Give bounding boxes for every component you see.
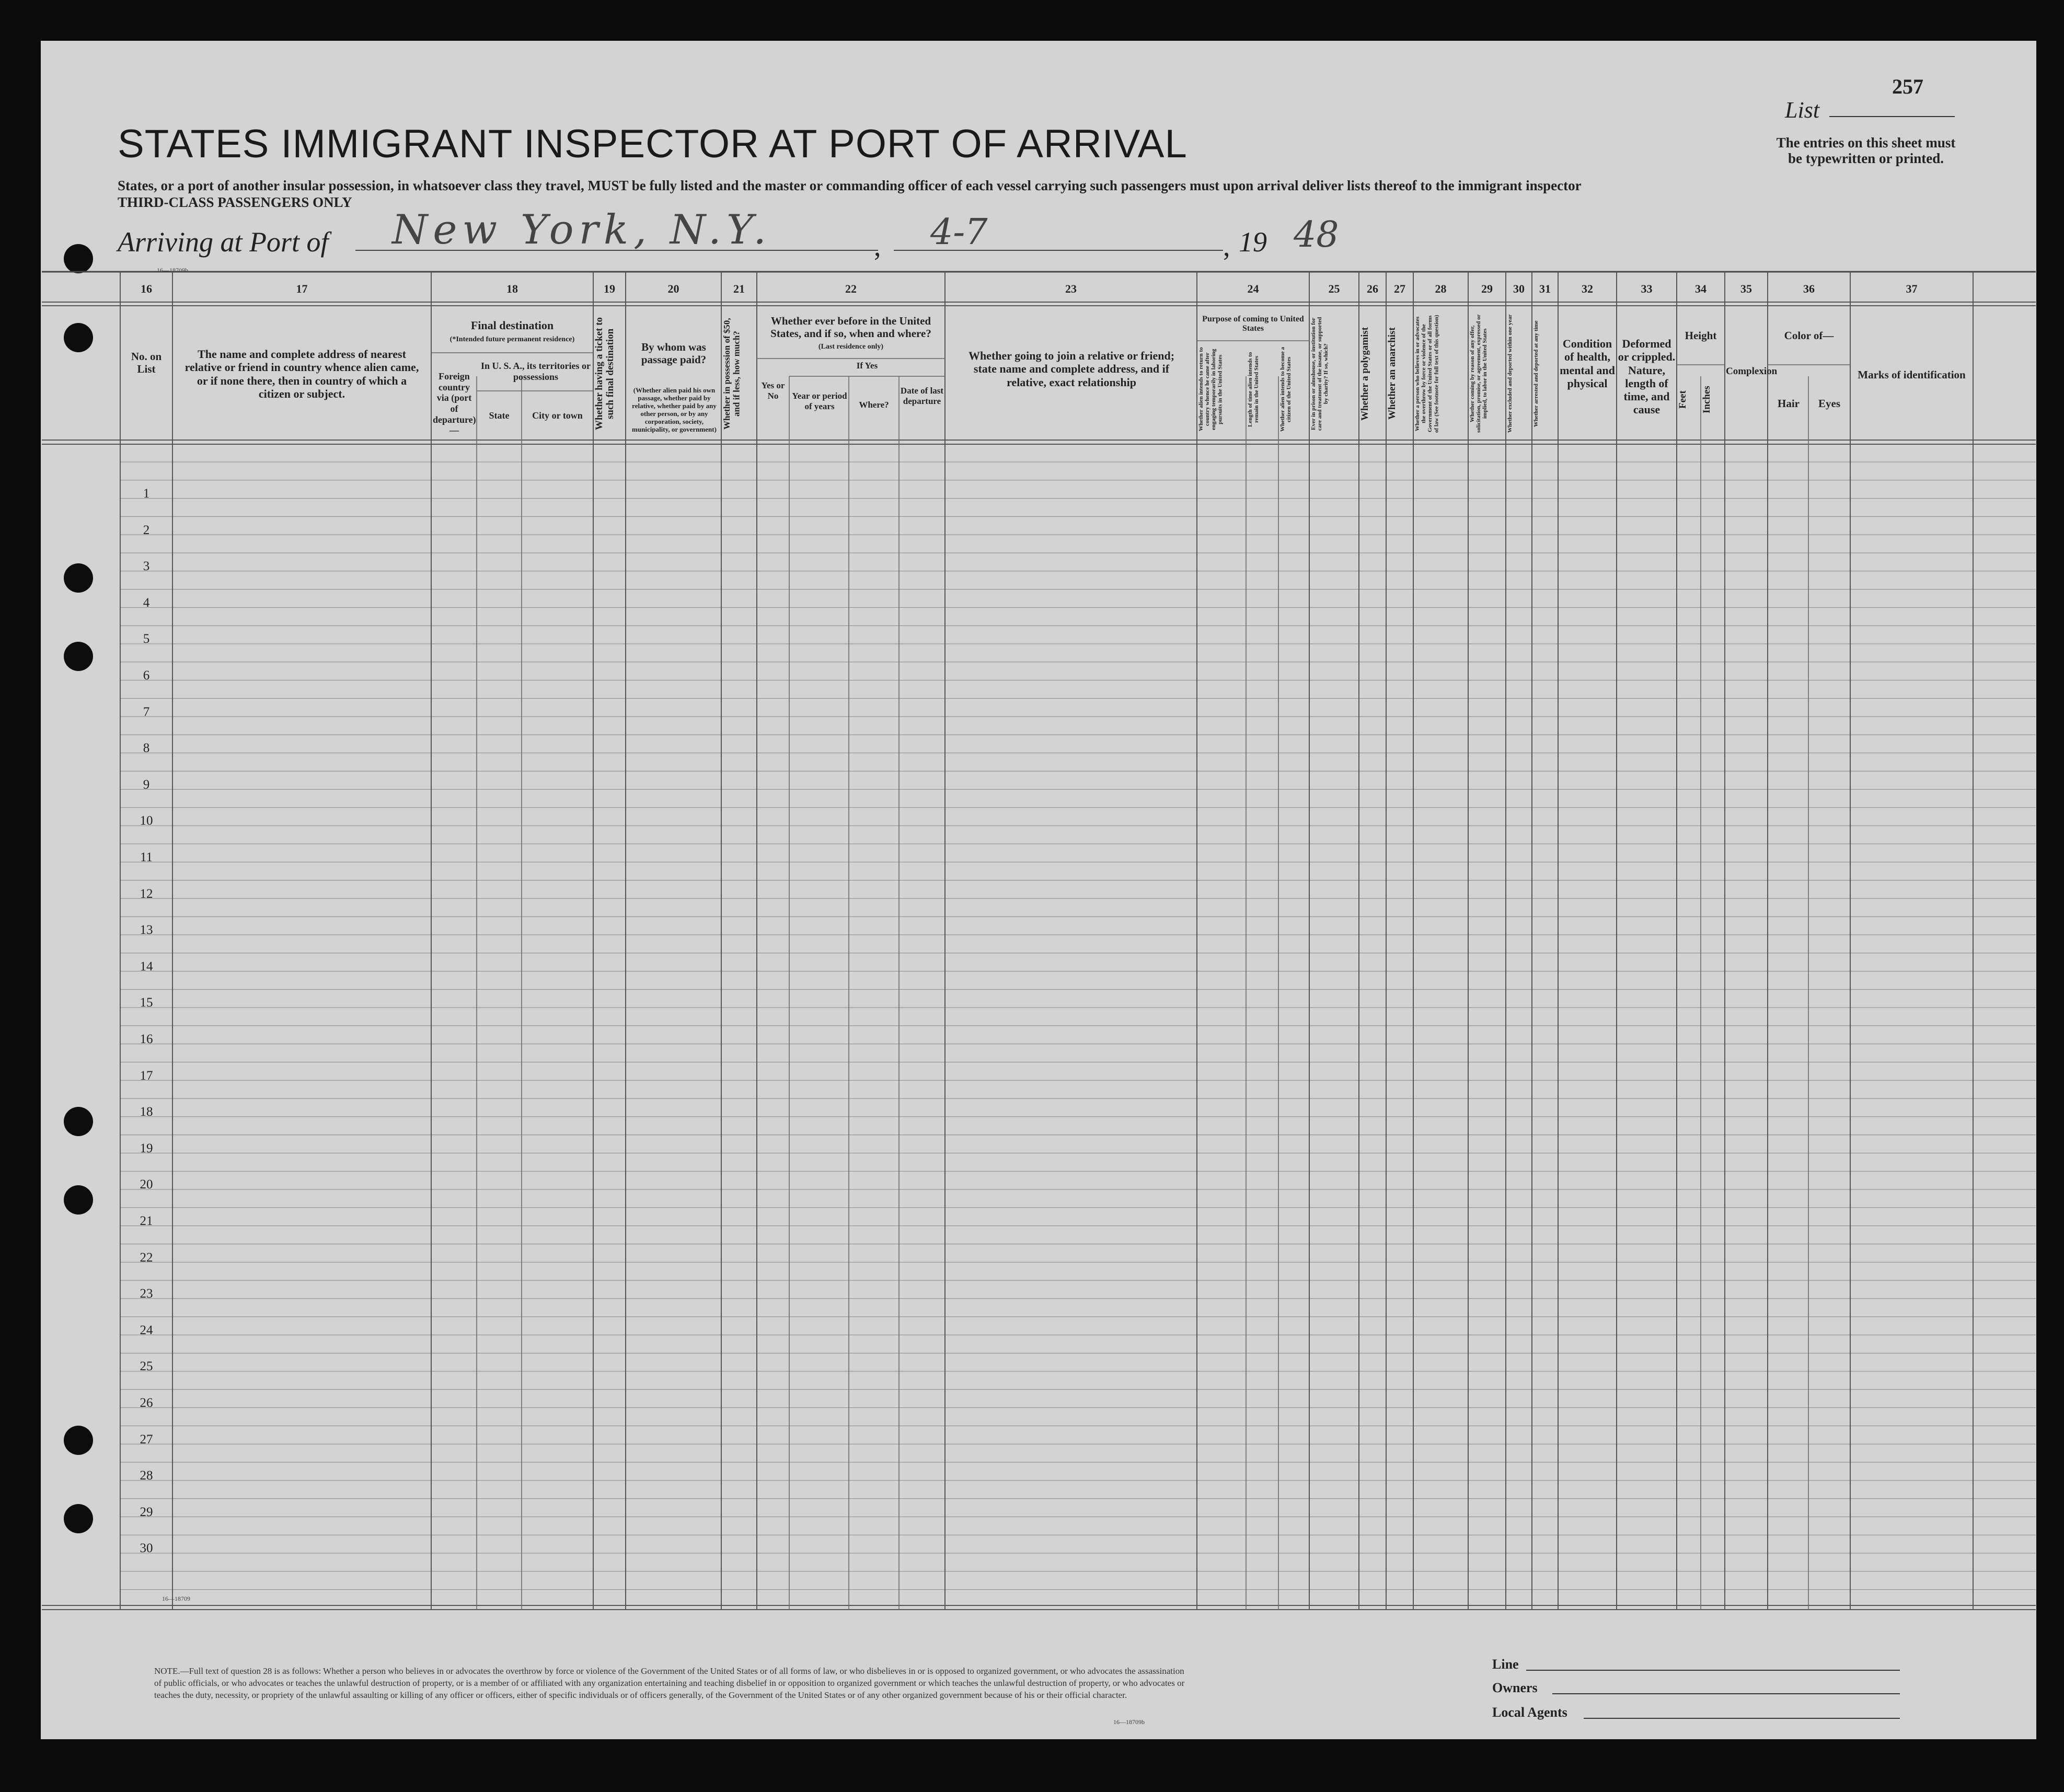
header-ever-before: Whether ever before in the United States, and if so, when and where?: [770, 315, 931, 340]
header-marks: Marks of identification: [1858, 368, 1966, 381]
row-number: 16: [140, 1032, 153, 1046]
row-number: 15: [140, 996, 153, 1010]
row-number: 10: [140, 814, 153, 828]
header-question-30: Whether excluded and deported within one year: [1507, 314, 1513, 433]
header-date-last-departure: Date of last departure: [900, 386, 944, 406]
header-join-relative: Whether going to join a relative or friend; state name and complete address, and if relative, exact relationship: [968, 349, 1175, 389]
header-color-of: Color of—: [1784, 329, 1834, 342]
header-yes-or-no: Yes or No: [761, 380, 785, 401]
entries-note-line-2: be typewritten or printed.: [1788, 151, 1944, 166]
row-number: 4: [143, 595, 150, 610]
list-number: 257: [1892, 75, 1923, 98]
owners-label: Owners: [1492, 1680, 1538, 1695]
col-number-16: 16: [141, 282, 152, 295]
header-purpose-return: Whether alien intends to return to country whence he came after engaging temporarily in laboring pursuits in the United States: [1198, 347, 1224, 432]
col-number-24: 24: [1247, 282, 1259, 295]
date-handwritten: 4-7: [930, 212, 988, 253]
header-final-destination-note: (*Intended future permanent residence): [449, 336, 575, 343]
row-number: 7: [143, 704, 150, 719]
year-handwritten: 48: [1294, 214, 1339, 256]
col-number-30: 30: [1513, 282, 1525, 295]
third-class-label: THIRD-CLASS PASSENGERS ONLY: [118, 194, 352, 210]
col-number-34: 34: [1695, 282, 1706, 295]
col-number-27: 27: [1394, 282, 1405, 295]
header-last-residence: (Last residence only): [818, 343, 884, 351]
header-by-whom-paid: By whom was passage paid?: [641, 341, 707, 366]
year-label: 19: [1239, 226, 1267, 258]
header-condition: Condition of health, mental and physical: [1560, 337, 1615, 390]
header-purpose-length: Length of time alien intends to remain in the United States: [1247, 352, 1260, 427]
header-state: State: [489, 410, 510, 421]
row-number: 27: [140, 1432, 153, 1447]
form-number-note: 16—18709b: [1113, 1718, 1145, 1726]
row-number: 26: [140, 1396, 153, 1410]
header-city-or-town: City or town: [532, 410, 583, 421]
col-number-20: 20: [667, 282, 679, 295]
row-number: 20: [140, 1177, 153, 1192]
col-number-23: 23: [1065, 282, 1077, 295]
row-number: 2: [143, 523, 150, 537]
local-agents-rule: [1584, 1718, 1900, 1719]
header-complexion: Complexion: [1726, 366, 1778, 377]
row-number: 28: [140, 1469, 153, 1483]
comma: ,: [1223, 230, 1230, 262]
header-year-or-period: Year or period of years: [792, 391, 847, 411]
row-number: 9: [143, 777, 150, 792]
row-number: 11: [140, 850, 153, 864]
line-rule: [1526, 1670, 1900, 1671]
header-foreign-country: Foreign country via (port of departure)—: [433, 371, 476, 436]
row-number: 12: [140, 886, 153, 901]
row-number: 17: [140, 1068, 153, 1083]
row-number: 19: [140, 1141, 153, 1155]
header-purpose-citizen: Whether alien intends to become a citizen of the United States: [1279, 346, 1293, 432]
header-question-28: Whether a person who believes in or advocates the overthrow by force or violence of the Government of the United States or of all forms of law (See footnote for full text of this question): [1414, 315, 1440, 433]
row-number: 25: [140, 1359, 153, 1374]
col-number-17: 17: [296, 282, 308, 295]
header-feet: Feet: [1677, 390, 1688, 409]
header-eyes: Eyes: [1818, 397, 1840, 410]
row-number: 5: [143, 632, 150, 646]
port-handwritten: New York, N.Y.: [392, 206, 772, 253]
header-no-on-list: No. on List: [131, 350, 162, 376]
header-hair: Hair: [1778, 397, 1800, 410]
row-number: 30: [140, 1541, 153, 1556]
header-inches: Inches: [1701, 386, 1712, 414]
owners-rule: [1552, 1693, 1900, 1694]
local-agents-label: Local Agents: [1492, 1705, 1567, 1720]
row-number: 29: [140, 1505, 153, 1519]
col-number-35: 35: [1740, 282, 1752, 295]
col-number-26: 26: [1367, 282, 1378, 295]
row-number: 6: [143, 668, 150, 683]
col-number-25: 25: [1328, 282, 1340, 295]
row-number: 13: [140, 923, 153, 938]
header-purpose: Purpose of coming to United States: [1202, 315, 1304, 333]
col-number-18: 18: [506, 282, 518, 295]
form-number-bottom: 16—18709: [162, 1595, 190, 1602]
row-number: 18: [140, 1105, 153, 1119]
header-relative-address: The name and complete address of nearest relative or friend in country whence alien came, or if none there, then in country of which a citizen or subject.: [185, 348, 419, 400]
header-by-whom-paid-note: (Whether alien paid his own passage, whether paid by relative, whether paid by any other person, or by any corporation, society, municipality, or government): [632, 386, 717, 433]
line-label: Line: [1492, 1657, 1519, 1672]
list-label: List: [1785, 97, 1820, 123]
row-number: 14: [140, 959, 153, 974]
header-anarchist: Whether an anarchist: [1387, 327, 1398, 420]
page-title: STATES IMMIGRANT INSPECTOR AT PORT OF ARRIVAL: [118, 122, 1187, 166]
col-number-32: 32: [1582, 282, 1593, 295]
header-ticket: Whether having a ticket to such final destination: [594, 317, 616, 431]
col-number-37: 37: [1906, 282, 1918, 295]
col-number-29: 29: [1481, 282, 1493, 295]
header-final-destination: Final destination: [470, 319, 554, 332]
instructions-text: States, or a port of another insular possession, in whatsoever class they travel, MUST be fully listed and the master or commanding officer of each vessel carrying such passengers must upon arrival deliver lists thereof to the immigrant inspector: [118, 178, 1582, 193]
header-height: Height: [1685, 329, 1717, 342]
header-prison: Ever in prison or almshouse, or institution for care and treatment of the insane, or supported by charity? If so, which?: [1310, 317, 1330, 431]
row-number: 1: [143, 487, 150, 501]
header-where: Where?: [859, 400, 889, 410]
header-question-29: Whether coming by reason of any offer, solicitation, promise, or agreement, expressed or implied, to labor in the United States: [1469, 314, 1489, 433]
row-number: 21: [140, 1214, 153, 1228]
header-if-yes: If Yes: [856, 361, 878, 371]
footnote-question-28: NOTE.—Full text of question 28 is as follows: Whether a person who believes in or advocates the overthrow by force or violence of the Government of the United States or of all forms of law, or who disbelieves in or is opposed to organized government, or who advocates the assassination of public officials, or who advocates or teaches the unlawful destruction of property, or is a member of or affiliated with any organization entertaining and teaching disbelief in or opposition to organized government or which teaches the unlawful destruction of property, or who advocates or teaches the duty, necessity, or propriety of the unlawful assaulting or killing of any officer or officers, either of specific individuals or of officers generally, of the Government of the United States or of any other organized government because of his or their official character.: [154, 1666, 1185, 1700]
col-number-19: 19: [604, 282, 615, 295]
row-number: 23: [140, 1287, 153, 1301]
header-in-usa: In U. S. A., its territories or possessions: [481, 361, 591, 382]
col-number-33: 33: [1641, 282, 1653, 295]
arriving-port-label: Arriving at Port of: [118, 226, 329, 258]
col-number-21: 21: [733, 282, 745, 295]
col-number-36: 36: [1803, 282, 1815, 295]
form-number-top: 16—18709b: [157, 267, 188, 274]
col-number-22: 22: [845, 282, 857, 295]
comma: ,: [874, 230, 881, 262]
header-possession-50: Whether in possession of $50, and if less, how much?: [722, 318, 742, 430]
col-number-31: 31: [1539, 282, 1551, 295]
header-deformed: Deformed or crippled. Nature, length of time, and cause: [1618, 337, 1676, 417]
entries-note-line-1: The entries on this sheet must: [1776, 135, 1956, 151]
row-number: 24: [140, 1323, 153, 1337]
row-number: 8: [143, 741, 150, 756]
row-number: 22: [140, 1250, 153, 1265]
row-number: 3: [143, 559, 150, 574]
header-polygamist: Whether a polygamist: [1359, 327, 1370, 421]
header-question-31: Whether arrested and deported at any time: [1533, 320, 1539, 427]
col-number-28: 28: [1435, 282, 1447, 295]
